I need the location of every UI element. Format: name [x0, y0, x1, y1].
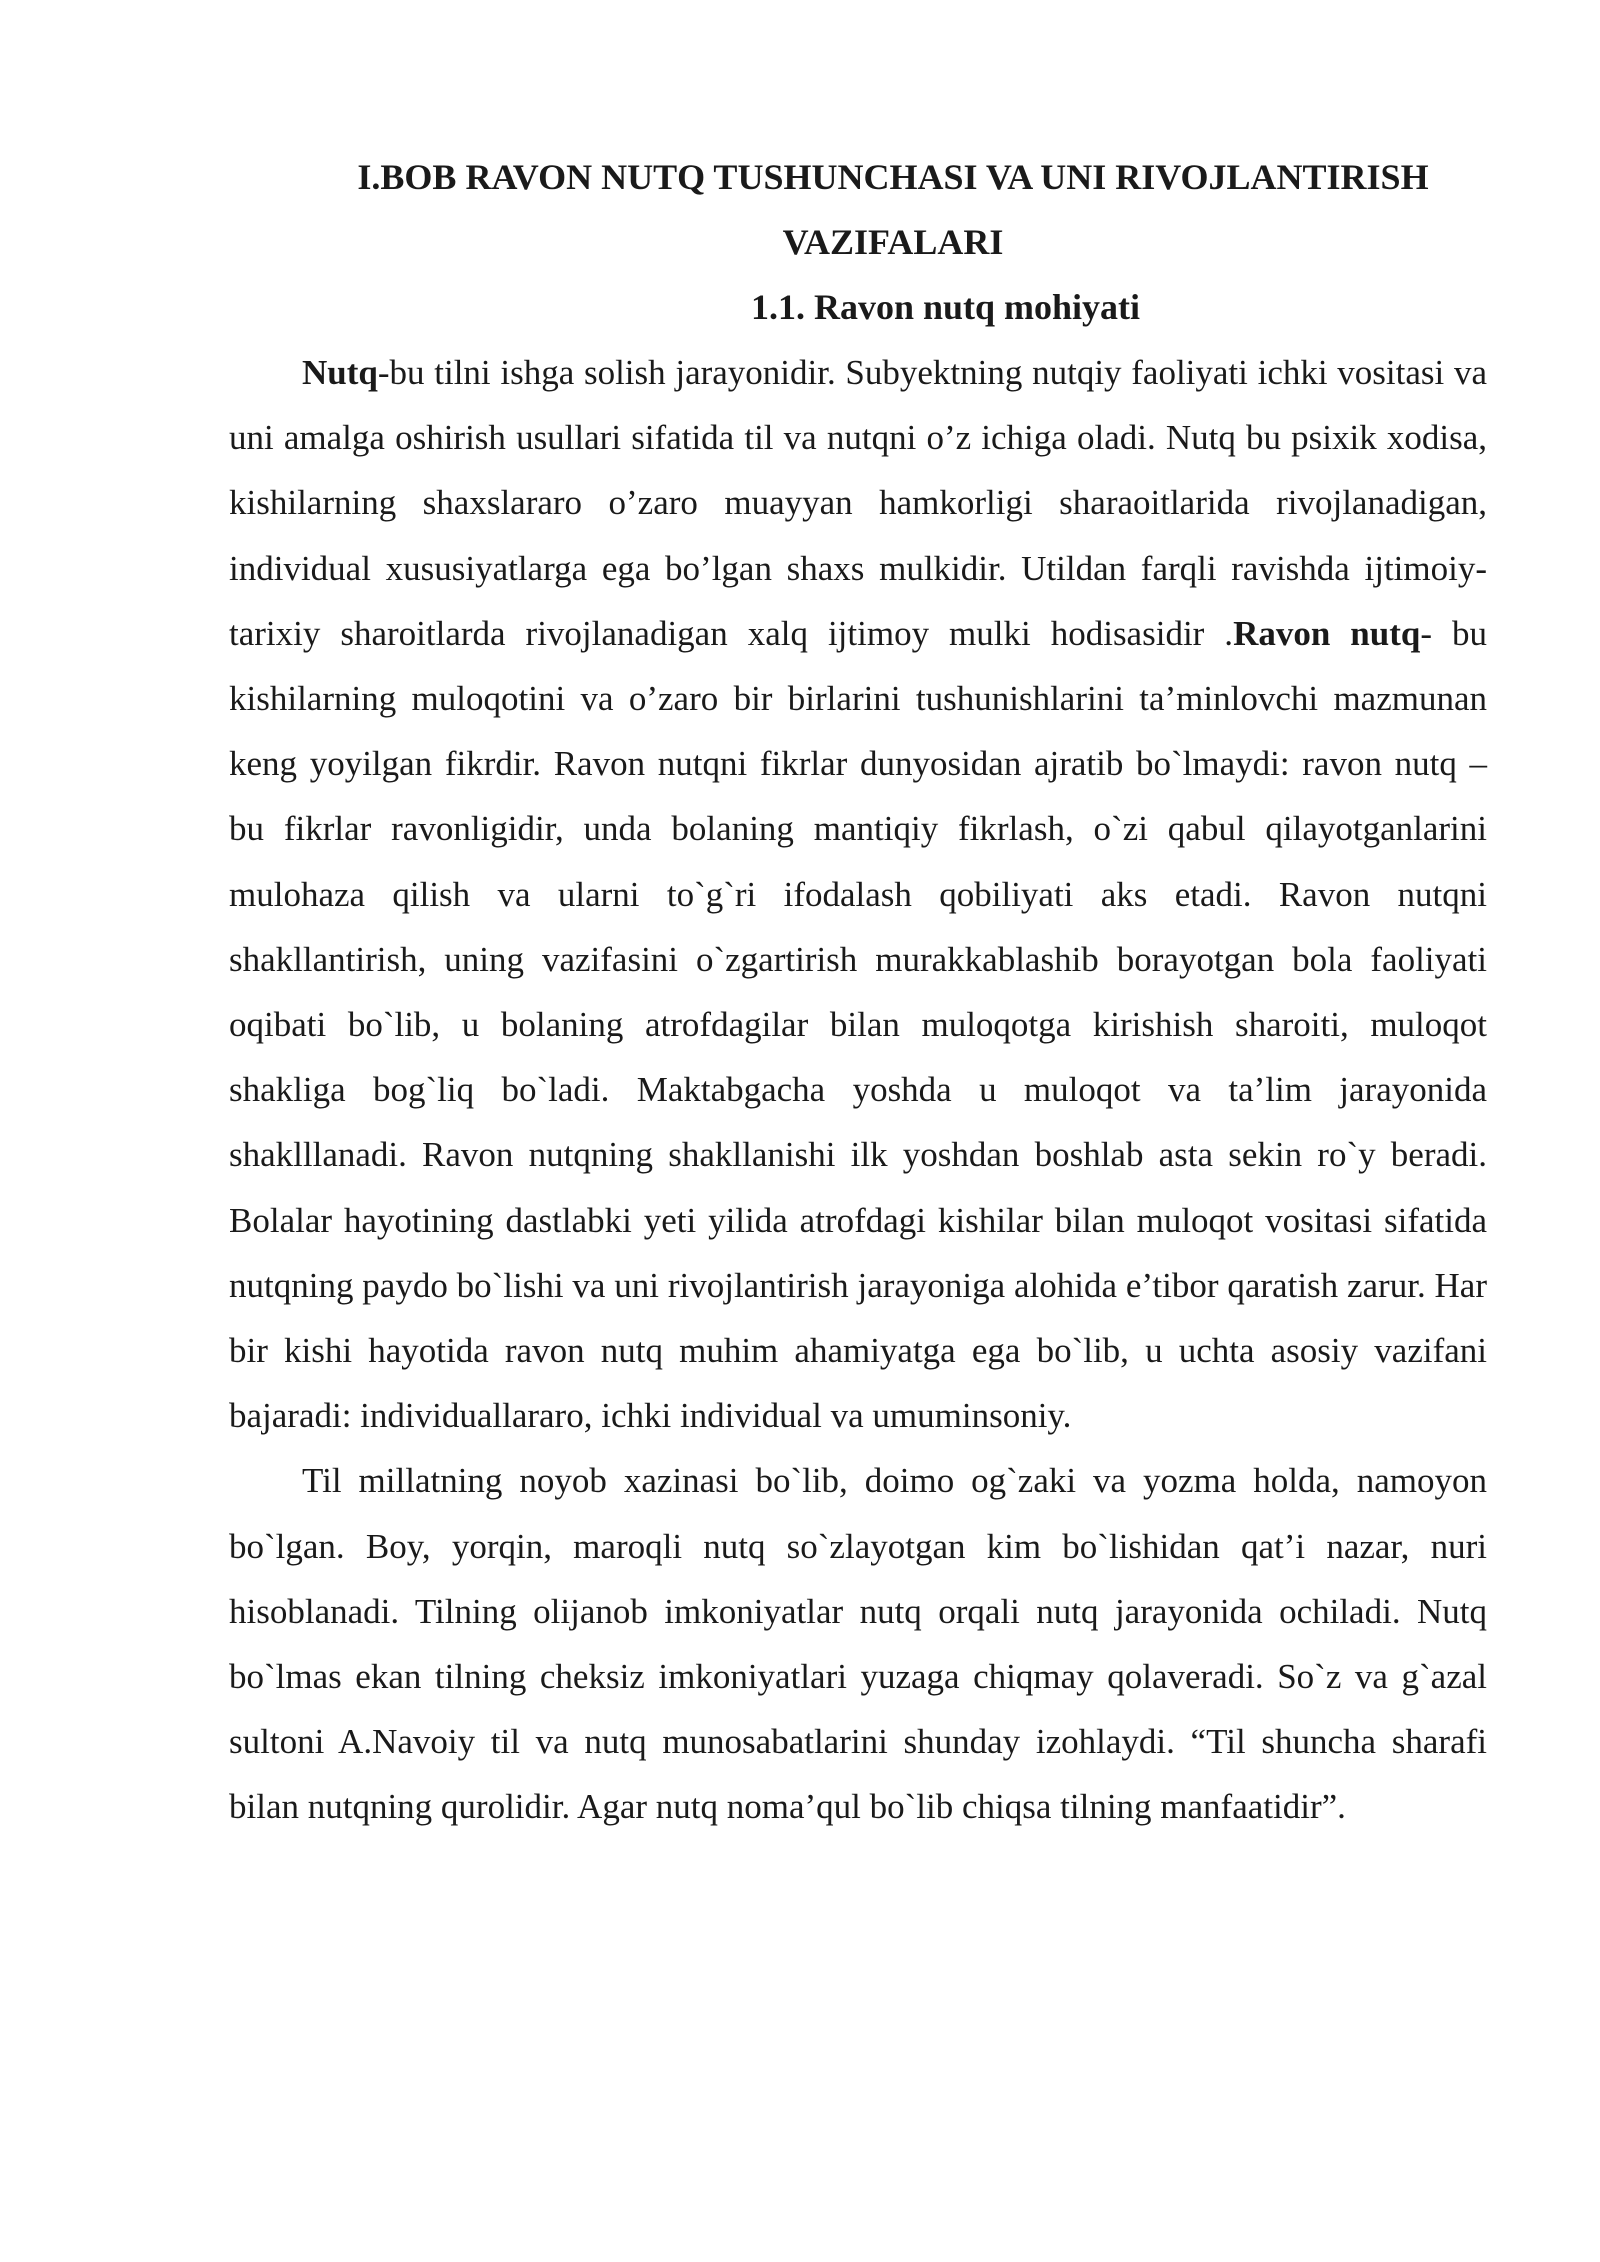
paragraph-2: Til millatning noyob xazinasi bo`lib, doimo og`zaki va yozma holda, namoyon bo`lgan. Boy, yorqin, maroqli nutq so`zlayotgan kim bo`lishidan qat’i nazar, nuri hisoblanadi. Tilning olijanob imkoniyatlar nutq orqali nutq jarayonida ochiladi. Nutq bo`lmas ekan tilning cheksiz imkoniyatlari yuzaga chiqmay qolaveradi. So`z va g`azal sultoni A.Navoiy til va nutq munosabatlarini shunday izohlaydi. “Til shuncha sharafi bilan nutqning qurolidir. Agar nutq noma’qul bo`lib chiqsa tilning manfaatidir”. — [229, 1461, 1487, 1827]
document-page — [229, 145, 1487, 1840]
term-nutq: Nutq — [302, 353, 378, 392]
paragraph-1-text-a: -bu tilni ishga solish jarayonidir. Subyektning nutqiy faoliyati ichki vositasi va uni amalga oshirish usullari sifatida til va nutqni o’z ichiga oladi. Nutq bu psixik xodisa, kishilarning shaxslararo o’zaro muayyan hamkorligi sharaoitlarida rivojlanadigan, individual xususiyatlarga ega bo’lgan shaxs mulkidir. Utildan farqli ravishda ijtimoiy-tarixiy sharoitlarda rivojlanadigan xalq ijtimoy mulki hodisasidir . — [229, 353, 1487, 653]
section-title: 1.1. Ravon nutq mohiyati — [750, 287, 1141, 327]
chapter-title: I.BOB RAVON NUTQ TUSHUNCHASI VA UNI RIVOJLANTIRISH VAZIFALARI — [357, 157, 1429, 262]
paragraph-1-text-b: - bu kishilarning muloqotini va o’zaro bir birlarini tushunishlarini ta’minlovchi mazmunan keng yoyilgan fikrdir. Ravon nutqni fikrlar dunyosidan ajratib bo`lmaydi: ravon nutq – bu fikrlar ravonligidir, unda bolaning mantiqiy fikrlash, o`zi qabul qilayotganlarini mulohaza qilish va ularni to`g`ri ifodalash qobiliyati aks etadi. Ravon nutqni shakllantirish, uning vazifasini o`zgartirish murakkablashib borayotgan bola faoliyati oqibati bo`lib, u bolaning atrofdagilar bilan muloqotga kirishish sharoiti, muloqot shakliga bog`liq bo`ladi. Maktabgacha yoshda u muloqot va ta’lim jarayonida shaklllanadi. Ravon nutqning shakllanishi ilk yoshdan boshlab asta sekin ro`y beradi. Bolalar hayotining dastlabki yeti yilida atrofdagi kishilar bilan muloqot vositasi sifatida nutqning paydo bo`lishi va uni rivojlantirish jarayoniga alohida e’tibor qaratish zarur. Har bir kishi hayotida ravon nutq muhim ahamiyatga ega bo`lib, u uchta asosiy vazifani bajaradi: individuallararo, ichki individual va umuminsoniy. — [229, 613, 1488, 1436]
term-ravon-nutq: Ravon nutq — [1233, 613, 1421, 653]
paragraph-1 — [229, 340, 1487, 1448]
